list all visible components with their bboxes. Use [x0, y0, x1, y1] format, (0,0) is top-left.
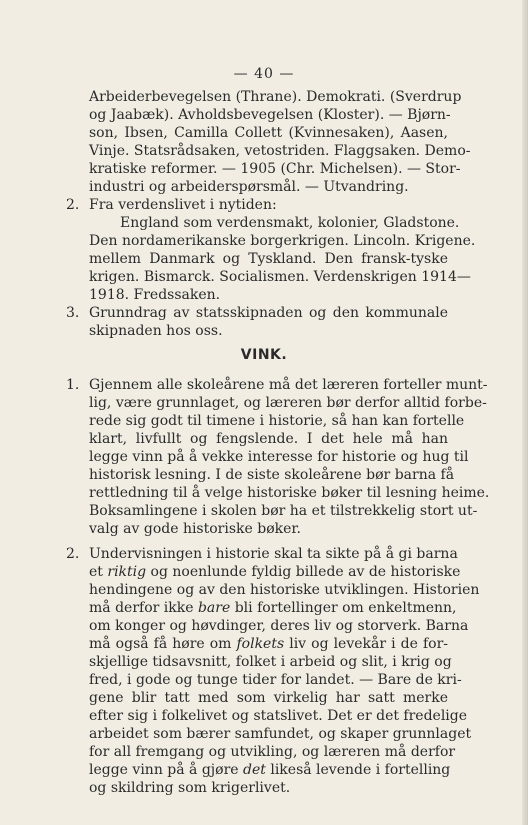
emphasis: folkets	[236, 636, 285, 652]
text-line: Fra verdenslivet i nytiden:	[89, 197, 277, 213]
text-line: krigen. Bismarck. Socialismen. Verdenskrigen 1914—	[89, 269, 471, 285]
text-line: gene blir tatt med som virkelig har satt merke	[89, 690, 448, 706]
item-number: 2.	[66, 197, 80, 213]
item-number: 2.	[66, 546, 80, 562]
text-line: Undervisningen i historie skal ta sikte på å gi barna	[89, 546, 458, 562]
text-line: og Jaabæk). Avholdsbevegelsen (Kloster). — Bjørn-	[89, 107, 451, 123]
text-line: efter sig i folkelivet og statslivet. Det er det fredelige	[89, 708, 468, 724]
text-line: rettledning til å velge historiske bøker til lesning heime.	[89, 485, 490, 501]
text-run: likeså levende i fortelling	[265, 762, 451, 778]
item-number: 3.	[66, 305, 80, 321]
text-line: klart, livfullt og fengslende. I det hele må han	[89, 431, 448, 447]
text-line	[89, 563, 461, 581]
emphasis: det	[243, 762, 266, 778]
text-line: skipnaden hos oss.	[89, 323, 223, 339]
text-line: Boksamlingene i skolen bør ha et tilstrekkelig stort ut-	[89, 503, 478, 519]
text-line: for all fremgang og utvikling, og læreren må derfor	[89, 744, 456, 760]
text-run: et	[89, 564, 108, 580]
text-line: skjellige tidsavsnitt, folket i arbeid og slit, i krig og	[89, 654, 452, 670]
text-run: liv og levekår i de for-	[284, 636, 448, 652]
text-line: Arbeiderbevegelsen (Thrane). Demokrati. (Sverdrup	[89, 89, 462, 105]
text-line: arbeidet som bærer samfundet, og skaper grunnlaget	[89, 726, 472, 742]
text-run: må også få høre om	[89, 636, 237, 652]
text-line	[89, 635, 448, 653]
text-line: industri og arbeiderspørsmål. — Utvandring.	[89, 179, 409, 195]
text-line: England som verdensmakt, kolonier, Gladstone.	[120, 215, 460, 231]
text-line: hendingene og av den historiske utviklingen. Historien	[89, 582, 480, 598]
text-run: bli fortellinger om enkeltmenn,	[230, 600, 457, 616]
text-line: lig, være grunnlaget, og læreren bør derfor alltid forbe-	[89, 395, 487, 411]
text-line	[89, 599, 457, 617]
emphasis: riktig	[107, 564, 147, 580]
page-edge	[522, 0, 528, 825]
page-number: — 40 —	[233, 66, 295, 82]
text-line: historisk lesning. I de siste skoleårene bør barna få	[89, 467, 455, 483]
emphasis: bare	[197, 600, 231, 616]
text-line	[89, 761, 451, 779]
text-line: om konger og høvdinger, deres liv og storverk. Barna	[89, 618, 469, 634]
text-line: son, Ibsen, Camilla Collett (Kvinnesaken), Aasen,	[89, 125, 448, 141]
section-heading: VINK.	[240, 347, 288, 363]
text-run: og noenlunde fyldig billede av de historiske	[146, 564, 461, 580]
text-run: må derfor ikke	[89, 600, 198, 616]
text-line: og skildring som krigerlivet.	[89, 780, 291, 796]
text-line: kratiske reformer. — 1905 (Chr. Michelsen). — Stor-	[89, 161, 461, 177]
text-line: Gjennem alle skoleårene må det læreren forteller munt-	[89, 377, 488, 393]
text-line: valg av gode historiske bøker.	[89, 521, 302, 537]
text-line: fred, i gode og tunge tider for landet. — Bare de kri-	[89, 672, 462, 688]
text-line: Den nordamerikanske borgerkrigen. Lincoln. Krigene.	[89, 233, 476, 249]
text-line: 1918. Fredssaken.	[89, 287, 221, 303]
text-line: Vinje. Statsrådsaken, vetostriden. Flaggsaken. Demo-	[89, 143, 471, 159]
text-line: Grunndrag av statsskipnaden og den kommunale	[89, 305, 448, 321]
item-number: 1.	[66, 377, 80, 393]
text-line: mellem Danmark og Tyskland. Den fransk-tyske	[89, 251, 448, 267]
text-run: legge vinn på å gjøre	[89, 762, 244, 778]
text-line: legge vinn på å vekke interesse for historie og hug til	[89, 449, 469, 465]
text-line: rede sig godt til timene i historie, så han kan fortelle	[89, 413, 465, 429]
